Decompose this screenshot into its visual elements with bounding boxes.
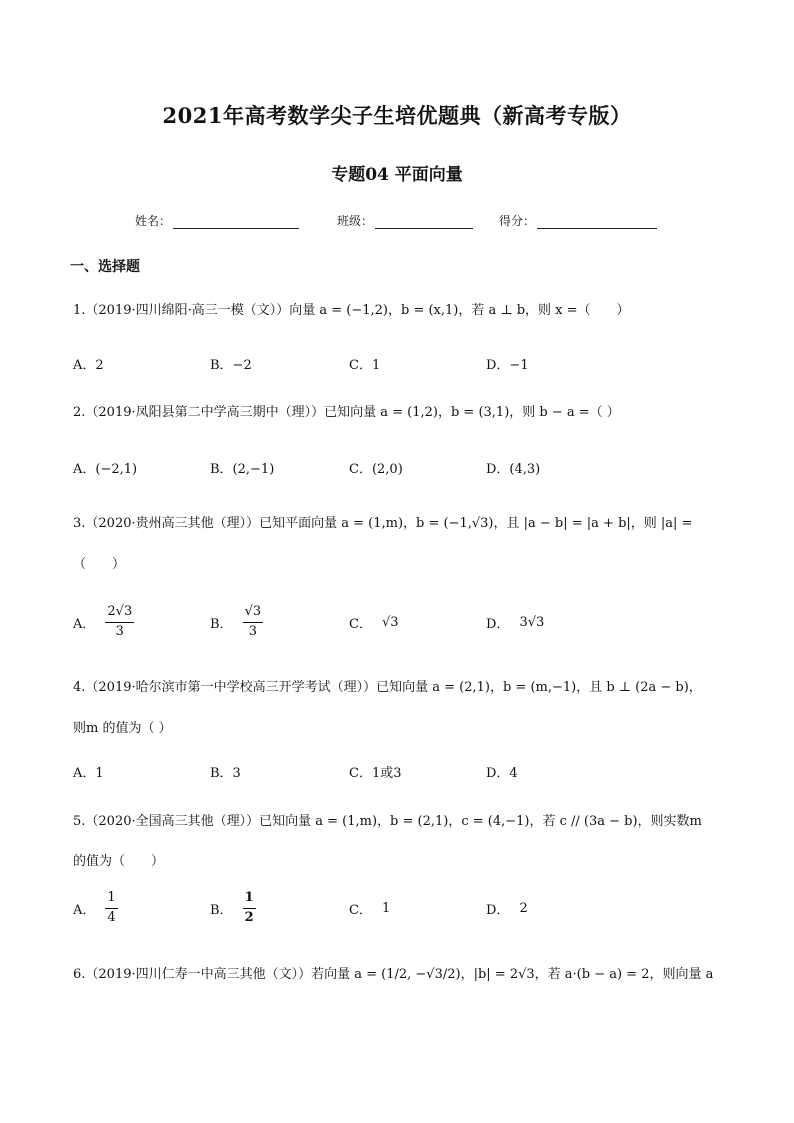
fraction-denominator: 2 [244, 909, 254, 925]
question-2-option-a: A．(−2,1) [73, 461, 138, 477]
question-4-options [73, 751, 733, 791]
question-2-option-d: D．(4,3) [486, 461, 541, 477]
name-field [135, 212, 299, 229]
question-4-text: 4.（2019·哈尔滨市第一中学校高三开学考试（理））已知向量 a = (2,1)，b = (m,−1)，且 b ⊥ (2a − b)， [73, 680, 702, 695]
class-field [337, 212, 473, 229]
fraction [105, 605, 134, 639]
question-3-option-a [73, 602, 134, 642]
question-1-text: 1.（2019·四川绵阳·高三一模（文））向量 a = (−1,2)，b = (x,1)，若 a ⊥ b，则 x =（ ） [73, 303, 630, 318]
question-5-option-b [210, 888, 256, 928]
option-value: 2 [519, 900, 528, 916]
question-2-options [73, 447, 733, 487]
document-subtitle: 专题04 平面向量 [331, 165, 463, 185]
option-letter: C． [349, 902, 372, 918]
option-value: √3 [381, 614, 399, 630]
question-1-option-a: A．2 [73, 357, 104, 373]
section-heading: 一、选择题 [70, 259, 140, 275]
question-3-option-b [210, 602, 263, 642]
fraction [243, 605, 264, 639]
question-1-options [73, 343, 733, 383]
option-value: 1 [381, 900, 391, 916]
question-5-text-continued: 的值为（ ） [73, 854, 165, 869]
question-1-option-b: B．−2 [210, 357, 252, 373]
question-5-option-a [73, 888, 118, 928]
question-3-options [73, 602, 733, 642]
question-6-text: 6.（2019·四川仁寿一中高三其他（文））若向量 a = (1/2, −√3/2)，|b| = 2√3，若 a·(b − a) = 2，则向量 a [73, 967, 714, 982]
fraction [105, 891, 117, 925]
option-letter: B． [210, 616, 233, 632]
fraction-numerator: √3 [243, 605, 264, 622]
question-3-option-c [349, 602, 399, 642]
question-5-text: 5.（2020·全国高三其他（理））已知向量 a = (1,m)，b = (2,1)，c = (4,−1)，若 c // (3a − b)，则实数m [73, 814, 702, 829]
document-title: 2021年高考数学尖子生培优题典（新高考专版） [162, 103, 632, 128]
name-label: 姓名： [135, 214, 172, 228]
score-blank-line [537, 215, 657, 229]
fraction-denominator: 4 [107, 909, 116, 925]
question-1-option-d: D．−1 [486, 357, 529, 373]
question-5-option-d [486, 888, 528, 928]
question-1-option-c: C．1 [349, 357, 381, 373]
score-field [499, 212, 657, 229]
question-3-option-d [486, 602, 544, 642]
name-blank-line [173, 215, 299, 229]
question-2-text: 2.（2019·凤阳县第二中学高三期中（理））已知向量 a = (1,2)，b = (3,1)，则 b − a =（ ） [73, 405, 620, 420]
option-value: 3√3 [519, 614, 545, 630]
class-label: 班级： [337, 214, 374, 228]
option-letter: A． [73, 902, 96, 918]
score-label: 得分： [499, 214, 536, 228]
fraction-denominator: 3 [115, 623, 124, 639]
question-4-text-continued: 则m 的值为（ ） [73, 721, 172, 736]
question-3-text: 3.（2020·贵州高三其他（理））已知平面向量 a = (1,m)，b = (−1,√3)，且 |a − b| = |a + b|，则 |a| = [73, 516, 693, 531]
option-letter: A． [73, 616, 96, 632]
question-2-option-b: B．(2,−1) [210, 461, 275, 477]
fraction [243, 891, 256, 925]
class-blank-line [375, 215, 473, 229]
fraction-numerator: 1 [243, 891, 256, 908]
question-4-option-b: B．3 [210, 765, 241, 781]
fraction-denominator: 3 [248, 623, 257, 639]
option-letter: B． [210, 902, 233, 918]
fraction-numerator: 1 [105, 891, 117, 908]
option-letter: D． [486, 616, 510, 632]
question-4-option-d: D．4 [486, 765, 518, 781]
option-letter: C． [349, 616, 372, 632]
question-4-option-a: A．1 [73, 765, 104, 781]
option-letter: D． [486, 902, 510, 918]
question-5-options [73, 888, 733, 928]
question-5-option-c [349, 888, 390, 928]
question-2-option-c: C．(2,0) [349, 461, 403, 477]
question-4-option-c: C．1或3 [349, 765, 402, 781]
fraction-numerator: 2√3 [105, 605, 134, 622]
question-3-text-continued: （ ） [73, 557, 126, 572]
